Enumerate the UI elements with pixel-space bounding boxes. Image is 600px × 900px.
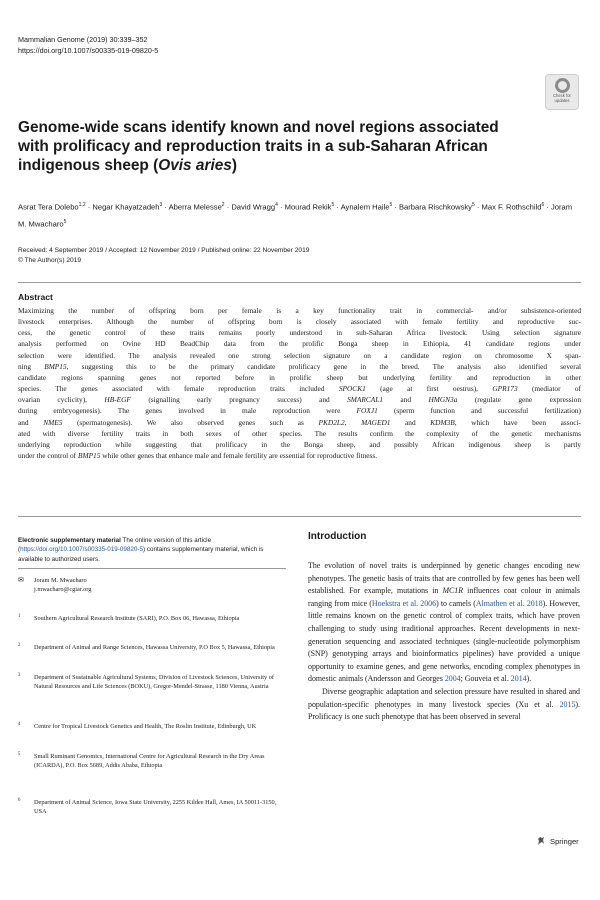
intro-paragraph-1: The evolution of novel traits is underpinned by genetic changes encoding new phenotypes. The genetic basis of traits that are controlled by few genes has been well established. For example, mutations in MC1R influences coat colour in animals ranging from mice (Hoekstra et al. 2006) to camels (Almathen et al. 2018). However, little remains known on the genetic control of complex traits, which have proven challenging to study using traditional approaches. Recent developments in next-generation sequencing and associated techniques (single-nucleotide polymorphism (SNP) genotyping arrays and bioinformatics pipelines) have provided a unique opportunity to examine genes, and gene networks, encoding complex phenotypes in domestic animals (Andersson and Georges 2004; Gouveia et al. 2014).	[308, 561, 581, 684]
author-affiliation-marker: 3	[159, 202, 163, 208]
author-affiliation-marker: 5	[331, 202, 335, 208]
abstract-line: cess, the genetic control of these traits remains poorly understood in sub-Saharan Africa livestock. Using selection signature	[18, 328, 581, 338]
abstract-line: during embryogenesis). The genes involved in male reproduction were FOXJ1 (sperm function and successful fertilization)	[18, 406, 581, 416]
abstract-line: analysis performed on Ovine HD BeadChip data from the prolific Bonga sheep in Ethiopia, 41 candidate regions under	[18, 339, 581, 349]
abstract-line: species. The genes associated with female reproduction traits included SPOCK1 (age at first oestrus), GPR173 (mediator of	[18, 384, 581, 394]
author-name[interactable]: Joram M. Mwacharo	[18, 202, 573, 229]
affiliation: 6 Department of Animal Science, Iowa State University, 2255 Kildee Hall, Ames, IA 50011-3150, USA	[18, 798, 277, 816]
copyright: © The Author(s) 2019	[18, 257, 82, 264]
abstract-top-rule	[18, 282, 581, 283]
author-affiliation-marker: 5	[63, 218, 67, 225]
journal-header	[18, 34, 158, 56]
citation-link[interactable]: 2014	[510, 674, 527, 684]
affiliation: 2 Department of Animal and Range Sciences, Hawassa University, P.O Box 5, Hawassa, Ethiopia	[18, 643, 275, 651]
intro-paragraph-2: Diverse geographic adaptation and selection pressure have resulted in shared and population-specific phenotypes in many livestock species (Xu et al. 2015). Prolificacy is one such phenotype that has been observed in several	[308, 686, 580, 722]
author-separator: ·	[544, 202, 551, 212]
author-name[interactable]: David Wragg	[231, 202, 276, 212]
author-name[interactable]: Asrat Tera Dolebo	[18, 202, 79, 212]
contact-email[interactable]: j.mwacharo@cgiar.org	[34, 586, 92, 594]
author-affiliation-marker: 4	[275, 202, 278, 208]
author-name[interactable]: Barbara Rischkowsky	[398, 202, 472, 212]
affiliation: 4 Centre for Tropical Livestock Genetics and Health, The Roslin Institute, Edinburgh, UK	[18, 722, 257, 730]
contact-name: Joram M. Mwacharo	[34, 577, 87, 584]
abstract-line: underlying reproduction while suggesting that prolificacy in the Bonga sheep, and possibly African indigenous sheep is partly	[18, 439, 581, 449]
author-separator: ·	[224, 202, 232, 212]
author-name[interactable]: Negar Khayatzadeh	[92, 202, 160, 212]
citation-link[interactable]: Hoekstra et al. 2006	[371, 598, 437, 608]
introduction-body	[308, 560, 580, 724]
author-affiliation-marker: 5	[389, 202, 393, 208]
author-separator: ·	[277, 202, 285, 212]
check-updates-label: Check for updates	[553, 93, 571, 103]
abstract-line: ated with diverse fertility traits in both sexes of other species. The results confirm the complexity of the genetic mechanisms	[18, 428, 581, 438]
author-affiliation-marker: 5	[471, 202, 475, 208]
citation-link[interactable]: 2015	[559, 699, 576, 709]
author-separator: ·	[474, 202, 482, 212]
springer-horse-icon	[536, 836, 546, 846]
citation-link[interactable]: Almathen et al. 2018	[475, 598, 543, 608]
citation-link[interactable]: 2004	[444, 674, 461, 684]
esm-doi-link[interactable]: https://doi.org/10.1007/s00335-019-09820-5	[20, 546, 143, 554]
journal-citation: Mammalian Genome (2019) 30:339–352	[18, 35, 148, 44]
publisher-name: Springer	[550, 836, 579, 846]
affiliation: 5 Small Ruminant Genomics, International Centre for Agricultural Research in the Dry Areas (ICARDA), P.O. Box 5689, Addis Ababa, Ethiopia	[18, 752, 265, 770]
abstract-body	[18, 305, 581, 461]
article-title: Genome-wide scans identify known and novel regions associated with prolificacy and reproduction traits in a sub-Saharan African indigenous sheep (Ovis aries)	[18, 119, 499, 174]
corresponding-author	[18, 576, 286, 595]
abstract-line: under the control of BMP15 while other genes that enhance male and female fertility are essential for reproductive fitness.	[18, 451, 378, 461]
publication-dates	[18, 246, 578, 266]
author-list	[18, 198, 578, 231]
affiliation: 1 Southern Agricultural Research Institute (SARI), P.O. Box 06, Hawassa, Ethiopia	[18, 614, 240, 622]
abstract-heading: Abstract	[18, 292, 53, 302]
abstract-line: ovarian cyclicity), HB-EGF (signalling early pregnancy success) and SMARCAL1 and HMGN3a (regulate gene expression	[18, 395, 581, 405]
received-accepted-published: Received: 4 September 2019 / Accepted: 12 November 2019 / Published online: 22 November 2019	[18, 247, 310, 254]
abstract-line: candidate regions spanning genes not reported before in prolific sheep but underlying fertility and reproduction in other	[18, 372, 581, 382]
author-separator: ·	[162, 202, 169, 212]
author-name[interactable]: Max F. Rothschild	[481, 202, 542, 212]
author-affiliation-marker: 2	[221, 202, 225, 208]
author-name[interactable]: Mourad Rekik	[284, 202, 332, 212]
abstract-line: and NME5 (spermatogenesis). We also observed genes such as PKD2L2, MAGED1 and KDM3B, which have been associ-	[18, 417, 582, 427]
abstract-line: Maximizing the number of offspring born per female is a key functionality trait in commercial- and/or subsistence-oriented	[18, 306, 581, 315]
abstract-line: livestock enterprises. Although the number of offspring born is closely associated with female fertility and reproductive suc-	[18, 317, 581, 327]
author-name[interactable]: Aberra Melesse	[168, 202, 222, 212]
abstract-line: ning BMP15, suggesting this to be the primary candidate prolificacy gene in the breed. The analysis also identified several	[18, 361, 581, 371]
abstract-line: selection were identified. The analysis revealed one strong selection signature on a candidate region on chromosome X span-	[18, 350, 581, 360]
refresh-icon	[555, 78, 570, 93]
author-separator: ·	[334, 202, 341, 212]
doi-link[interactable]: https://doi.org/10.1007/s00335-019-09820-5	[18, 46, 159, 55]
introduction-heading: Introduction	[308, 531, 367, 542]
electronic-supplementary-note: Electronic supplementary material The online version of this article (https://doi.org/10.1007/s00335-019-09820-5) contains supplementary material, which is available to authorized users.	[18, 537, 264, 563]
author-affiliation-marker: 6	[541, 202, 545, 208]
author-affiliation-marker: 1,2	[78, 202, 86, 208]
author-separator: ·	[392, 202, 399, 212]
affiliation: 3 Department of Sustainable Agricultural Systems, Division of Livestock Sciences, University of Natural Resources and Life Sciences (BOKU), Gregor-Mendel-Strasse, 1180 Vienna, Austria	[18, 673, 274, 691]
check-for-updates-button[interactable]	[545, 74, 579, 110]
author-name[interactable]: Aynalem Haile	[340, 202, 390, 212]
abstract-bottom-rule	[18, 516, 581, 517]
esm-rule	[18, 568, 286, 569]
envelope-icon: ✉	[18, 576, 24, 584]
author-separator: ·	[85, 202, 93, 212]
publisher-logo	[536, 836, 579, 846]
